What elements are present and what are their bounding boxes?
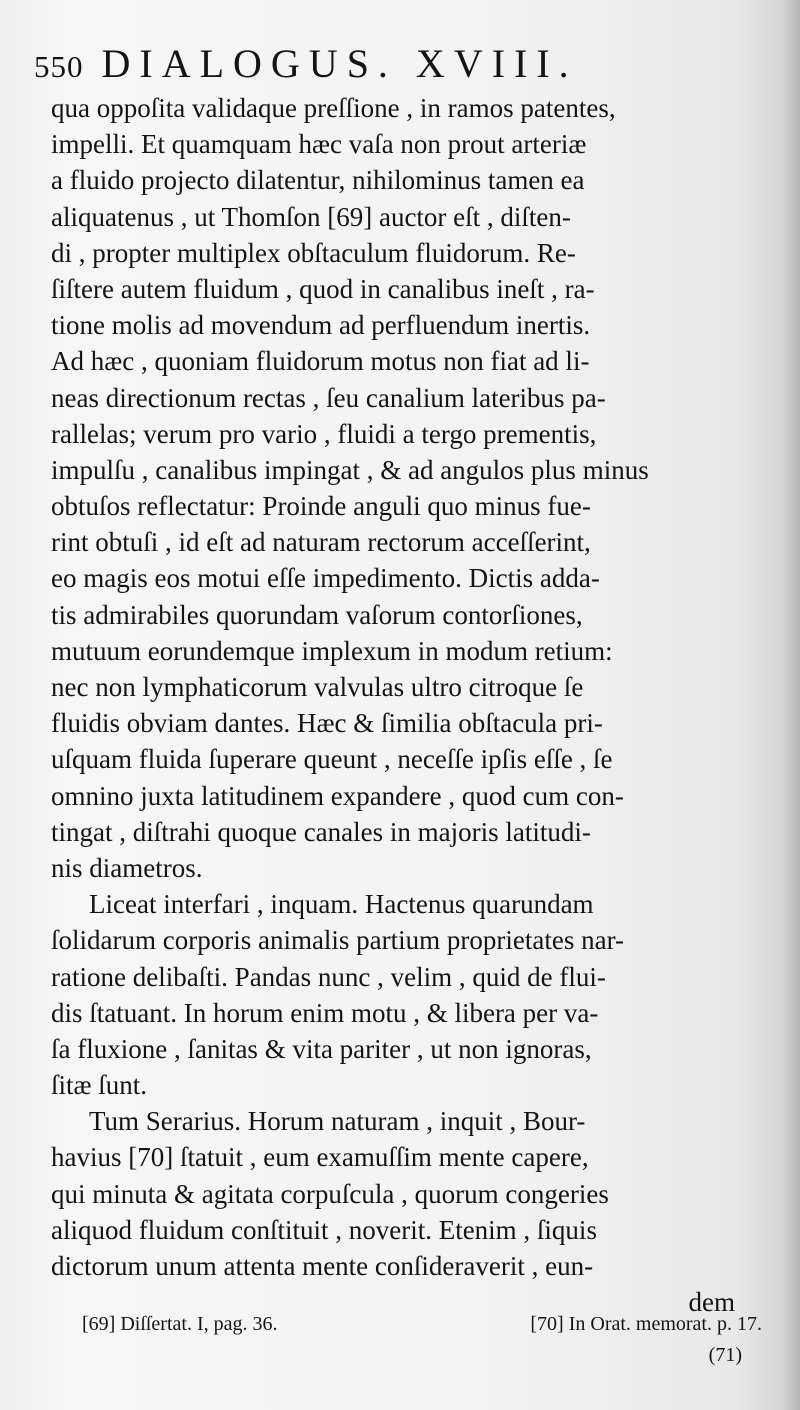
text-line: ſolidarum corporis animalis partium proprietates nar- xyxy=(51,925,625,956)
footnotes xyxy=(82,1313,762,1367)
text-line: rint obtuſi , id eſt ad naturam rectorum acceſſerint, xyxy=(51,527,591,558)
body-text xyxy=(51,90,771,1320)
text-line: impelli. Et quamquam hæc vaſa non prout arteriæ xyxy=(51,129,587,160)
page-number: 550 xyxy=(34,49,84,84)
text-line: ratione delibaſti. Pandas nunc , velim , quid de flui- xyxy=(51,961,606,992)
text-line: aliquod fluidum conſtituit , noverit. Etenim , ſiquis xyxy=(51,1214,597,1245)
text-line: neas directionum rectas , ſeu canalium lateribus pa- xyxy=(51,382,606,413)
paragraph-start-line: Liceat interfari , inquam. Hactenus quarundam xyxy=(89,889,594,920)
text-line: dis ſtatuant. In horum enim motu , & libera per va- xyxy=(51,997,599,1028)
footnote-70: [70] In Orat. memorat. p. 17. xyxy=(530,1313,762,1335)
text-line: rallelas; verum pro vario , fluidi a tergo prementis, xyxy=(51,418,597,449)
text-line: aliquatenus , ut Thomſon [69] auctor eſt , diſten- xyxy=(51,201,571,232)
text-line: mutuum eorundemque implexum in modum retium: xyxy=(51,635,613,666)
text-line: omnino juxta latitudinem expandere , quod cum con- xyxy=(51,780,624,811)
text-line: qua oppoſita validaque preſſione , in ramos patentes, xyxy=(51,93,616,123)
text-line: Ad hæc , quoniam fluidorum motus non fiat ad li- xyxy=(51,346,590,377)
text-line: tingat , diſtrahi quoque canales in majoris latitudi- xyxy=(51,816,591,847)
text-line: nis diametros. xyxy=(51,852,203,883)
text-line: ſiſtere autem fluidum , quod in canalibus ineſt , ra- xyxy=(51,273,595,304)
footnote-row xyxy=(82,1313,762,1336)
text-line: dictorum unum attenta mente conſideraverit , eun- xyxy=(51,1251,594,1281)
paragraph-start-line: Tum Serarius. Horum naturam , inquit , Bour- xyxy=(89,1106,586,1137)
text-line: di , propter multiplex obſtaculum fluidorum. Re- xyxy=(51,237,576,268)
text-line: tione molis ad movendum ad perfluendum inertis. xyxy=(51,310,591,341)
catchword: dem xyxy=(688,1287,735,1318)
signature-mark: (71) xyxy=(708,1344,742,1366)
text-line: eo magis eos motui eſſe impedimento. Dictis adda- xyxy=(51,563,600,594)
page-edge-shadow xyxy=(782,0,800,1410)
text-line: qui minuta & agitata corpuſcula , quorum congeries xyxy=(51,1178,609,1209)
text-line: impulſu , canalibus impingat , & ad angulos plus minus xyxy=(51,454,649,485)
text-line: a fluido projecto dilatentur, nihilominus tamen ea xyxy=(51,165,585,196)
text-line: nec non lymphaticorum valvulas ultro citroque ſe xyxy=(51,672,584,702)
text-line: ſa fluxione , ſanitas & vita pariter , ut non ignoras, xyxy=(51,1033,592,1064)
text-line: havius [70] ſtatuit , eum examuſſim mente capere, xyxy=(51,1142,589,1173)
text-line: obtuſos reflectatur: Proinde anguli quo minus fue- xyxy=(51,491,591,522)
running-head: DIALOGUS. XVIII. xyxy=(101,41,578,86)
text-line: tis admirabiles quorundam vaſorum contorſiones, xyxy=(51,599,583,630)
text-line: ſitæ ſunt. xyxy=(51,1070,148,1101)
text-line: fluidis obviam dantes. Hæc & ſimilia obſtacula pri- xyxy=(51,708,603,739)
page-header xyxy=(34,40,744,87)
footnote-69: [69] Diſſertat. I, pag. 36. xyxy=(82,1313,278,1335)
text-line: uſquam fluida ſuperare queunt , neceſſe ipſis eſſe , ſe xyxy=(51,744,613,775)
